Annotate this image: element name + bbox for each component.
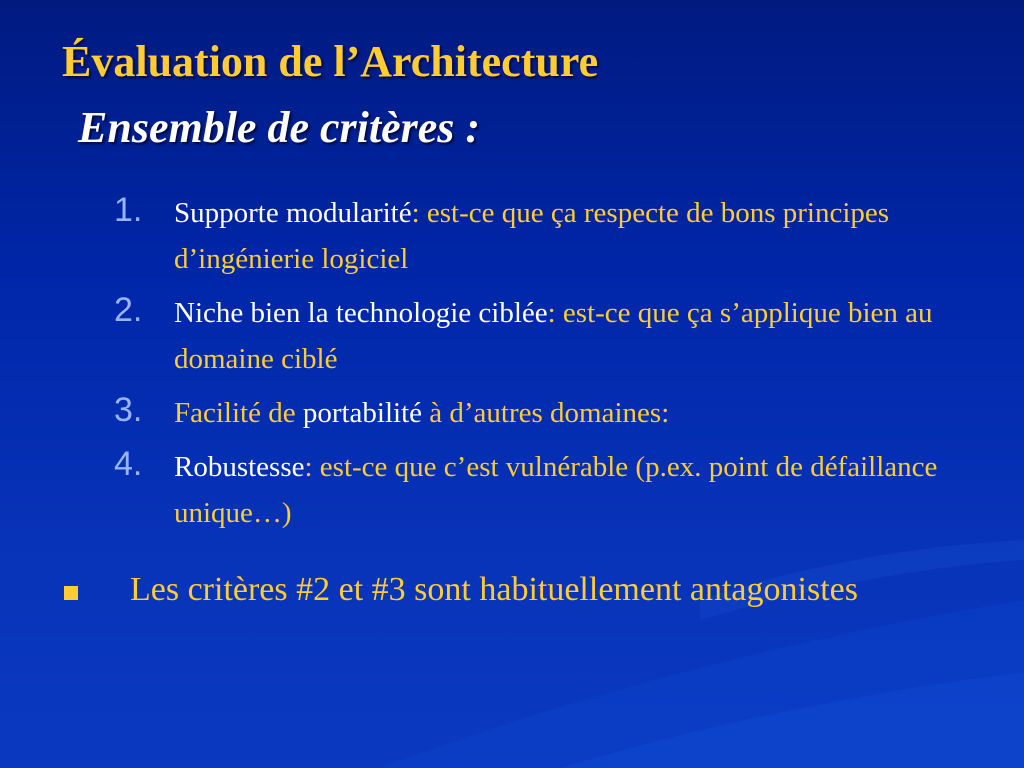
criterion-item-1 — [108, 190, 988, 282]
criterion-number: 2. — [114, 291, 143, 329]
criterion-question: : est-ce que c’est vulnérable (p.ex. point de défaillance unique…) — [174, 451, 938, 529]
note-text: Les critères #2 et #3 sont habituellement antagonistes — [130, 571, 858, 608]
criterion-name: Supporte modularité — [174, 197, 412, 229]
criterion-name: Robustesse — [174, 451, 305, 483]
criterion-item-3 — [108, 390, 988, 436]
criterion-item-4 — [108, 444, 988, 536]
criterion-number: 3. — [114, 391, 143, 429]
slide-title: Évaluation de l’Architecture — [62, 37, 599, 86]
square-bullet-icon — [64, 586, 78, 600]
criterion-name: Niche bien la technologie ciblée — [174, 297, 548, 329]
note-bullet-item — [62, 566, 962, 614]
criteria-list — [108, 190, 988, 544]
slide-subtitle: Ensemble de critères : — [78, 103, 481, 152]
criterion-number: 4. — [114, 445, 143, 483]
criterion-item-2 — [108, 290, 988, 382]
criterion-question: : est-ce que ça s’applique bien au domaine ciblé — [174, 297, 933, 375]
criterion-name: portabilité — [302, 397, 423, 429]
criterion-prefix: Facilité de — [174, 397, 303, 429]
criterion-number: 1. — [114, 191, 143, 229]
criterion-question: : est-ce que ça respecte de bons principes d’ingénierie logiciel — [174, 197, 890, 275]
criterion-question: à d’autres domaines: — [422, 397, 670, 429]
